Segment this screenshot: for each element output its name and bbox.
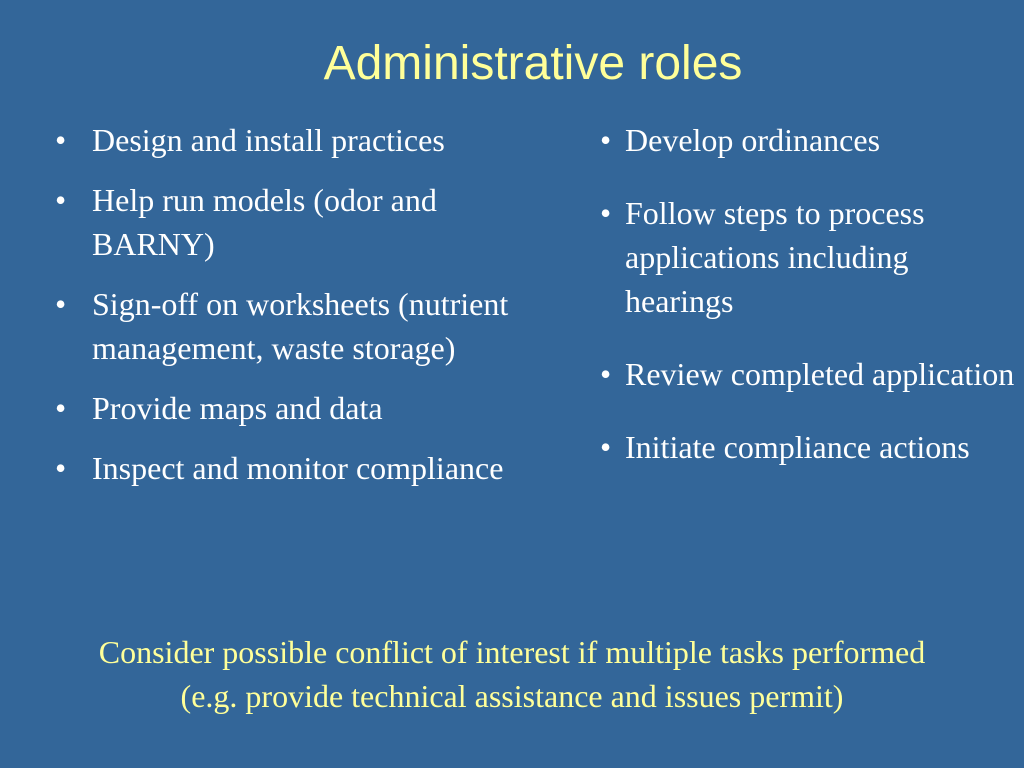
list-item-text: Design and install practices bbox=[92, 122, 445, 158]
footer-note bbox=[0, 630, 1024, 718]
list-item-text: Inspect and monitor compliance bbox=[92, 450, 504, 486]
list-item bbox=[55, 386, 525, 430]
slide-title: Administrative roles bbox=[323, 37, 743, 90]
list-item bbox=[600, 191, 1015, 323]
right-bullet-list bbox=[600, 118, 1015, 498]
list-item bbox=[600, 352, 1015, 396]
footer-line: (e.g. provide technical assistance and issues permit) bbox=[180, 678, 844, 714]
left-bullet-list bbox=[55, 118, 525, 506]
bullet-icon: • bbox=[55, 390, 67, 426]
list-item-text: Initiate compliance actions bbox=[625, 429, 970, 465]
bullet-icon: • bbox=[55, 450, 67, 486]
list-item bbox=[55, 178, 525, 266]
list-item-text: Provide maps and data bbox=[92, 390, 383, 426]
list-item bbox=[600, 425, 1015, 469]
list-item bbox=[55, 118, 525, 162]
list-item-text: Review completed application bbox=[625, 356, 1015, 392]
list-item-text: Sign-off on worksheets (nutrient management, waste storage) bbox=[92, 286, 509, 366]
bullet-icon: • bbox=[600, 195, 612, 231]
list-item-text: Develop ordinances bbox=[625, 122, 881, 158]
bullet-icon: • bbox=[55, 182, 67, 218]
footer-line: Consider possible conflict of interest if multiple tasks performed bbox=[98, 634, 926, 670]
list-item bbox=[55, 282, 525, 370]
list-item bbox=[55, 446, 525, 490]
list-item bbox=[600, 118, 1015, 162]
list-item-text: Help run models (odor and BARNY) bbox=[92, 182, 437, 262]
bullet-icon: • bbox=[600, 429, 612, 465]
bullet-icon: • bbox=[55, 286, 67, 322]
bullet-icon: • bbox=[600, 122, 612, 158]
bullet-icon: • bbox=[55, 122, 67, 158]
bullet-icon: • bbox=[600, 356, 612, 392]
list-item-text: Follow steps to process applications including hearings bbox=[625, 195, 925, 319]
